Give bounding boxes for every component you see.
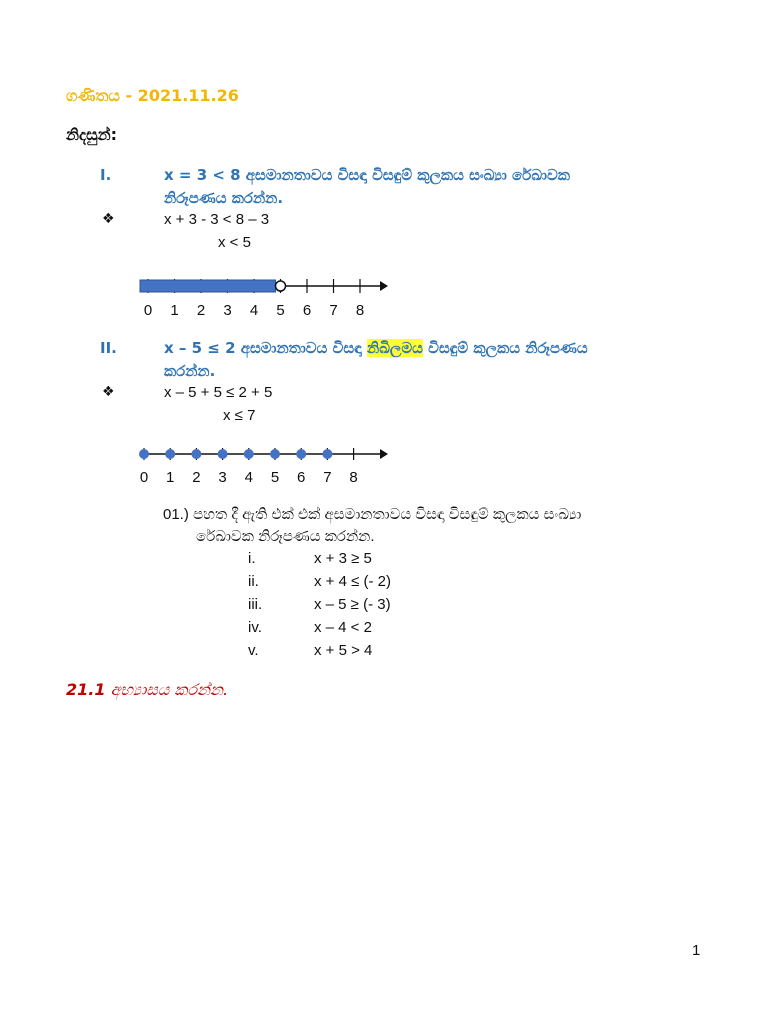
exercise-item-number: v. bbox=[248, 642, 259, 659]
exercise-item-expression: x – 4 < 2 bbox=[314, 619, 372, 636]
open-endpoint bbox=[276, 281, 286, 291]
example2-question-line1 bbox=[164, 339, 588, 357]
exercise-line2: රේඛාවක නිරූපණය කරන්න. bbox=[196, 528, 375, 545]
bullet-diamond-icon: ❖ bbox=[102, 384, 115, 400]
number-line-2 bbox=[130, 437, 400, 489]
example2-roman: II. bbox=[100, 339, 117, 357]
tick-label: 6 bbox=[302, 302, 312, 319]
exercise-item bbox=[0, 573, 768, 595]
solution-point bbox=[165, 449, 175, 459]
example1-question-line1: x = 3 < 8 අසමානතාවය විසඳා විසඳුම් කුලකය සංඛ්‍යා රේඛාවක bbox=[164, 166, 570, 184]
tick-label: 0 bbox=[143, 302, 153, 319]
example2-question-post: විසඳුම් කුලකය නිරූපණය bbox=[422, 339, 588, 357]
exercise-item-expression: x + 5 > 4 bbox=[314, 642, 373, 659]
exercise-item-number: iv. bbox=[248, 619, 262, 636]
arrow-head-icon bbox=[380, 281, 388, 291]
exercise-item-number: i. bbox=[248, 550, 256, 567]
tick-label: 8 bbox=[349, 469, 358, 486]
homework-instruction bbox=[66, 680, 228, 700]
example2-step1: x – 5 + 5 ≤ 2 + 5 bbox=[164, 384, 273, 401]
page-title: ගණිතය - 2021.11.26 bbox=[66, 86, 239, 105]
example2-step2: x ≤ 7 bbox=[223, 407, 256, 424]
number-line-1 bbox=[130, 266, 400, 324]
solution-point bbox=[191, 449, 201, 459]
exercise-item-number: ii. bbox=[248, 573, 259, 590]
homework-text: අභ්‍යාසය කරන්න. bbox=[105, 680, 229, 699]
tick-label: 3 bbox=[223, 302, 232, 319]
example1-step1: x + 3 - 3 < 8 – 3 bbox=[164, 211, 270, 228]
solution-point bbox=[322, 449, 332, 459]
bullet-diamond-icon: ❖ bbox=[102, 211, 115, 227]
solution-point bbox=[218, 449, 228, 459]
tick-label: 4 bbox=[249, 302, 259, 319]
tick-label: 4 bbox=[244, 469, 253, 486]
exercise-item bbox=[0, 642, 768, 664]
homework-number: 21.1 bbox=[66, 680, 106, 699]
page-number: 1 bbox=[692, 942, 701, 959]
exercise-item bbox=[0, 619, 768, 641]
solution-point bbox=[139, 449, 149, 459]
tick-label: 2 bbox=[196, 302, 206, 319]
tick-label: 2 bbox=[192, 469, 201, 486]
example2-question-pre: x – 5 ≤ 2 අසමානතාවය විසඳා bbox=[164, 339, 368, 357]
tick-label: 8 bbox=[355, 302, 365, 319]
solution-point bbox=[270, 449, 280, 459]
tick-label: 6 bbox=[297, 469, 306, 486]
exercise-line1: 01.) පහත දී ඇති එක් එක් අසමානතාවය විසඳා විසඳුම් කුලකය සංඛ්‍යා bbox=[163, 506, 582, 523]
tick-label: 5 bbox=[276, 302, 285, 319]
tick-label: 7 bbox=[323, 469, 332, 486]
tick-label: 5 bbox=[270, 469, 280, 486]
tick-label: 7 bbox=[329, 302, 338, 319]
exercise-item-expression: x + 4 ≤ (- 2) bbox=[314, 573, 391, 590]
solution-region bbox=[140, 280, 276, 292]
arrow-head-icon bbox=[380, 449, 388, 459]
exercise-item-number: iii. bbox=[248, 596, 263, 613]
solution-point bbox=[296, 449, 306, 459]
highlighted-word: නිඛිලමය bbox=[367, 339, 423, 357]
examples-label: නිදසුන්: bbox=[66, 125, 117, 144]
tick-label: 1 bbox=[170, 302, 179, 319]
exercise-item bbox=[0, 550, 768, 572]
tick-label: 1 bbox=[166, 469, 175, 486]
example1-step2: x < 5 bbox=[218, 234, 251, 251]
exercise-item-expression: x – 5 ≥ (- 3) bbox=[314, 596, 391, 613]
solution-point bbox=[244, 449, 254, 459]
exercise-item-expression: x + 3 ≥ 5 bbox=[314, 550, 372, 567]
example2-question-line2: කරන්න. bbox=[164, 362, 216, 380]
tick-label: 3 bbox=[218, 469, 227, 486]
exercise-item bbox=[0, 596, 768, 618]
example1-roman: I. bbox=[100, 166, 112, 184]
example1-question-line2: නිරූපණය කරන්න. bbox=[164, 189, 284, 207]
tick-label: 0 bbox=[139, 469, 149, 486]
